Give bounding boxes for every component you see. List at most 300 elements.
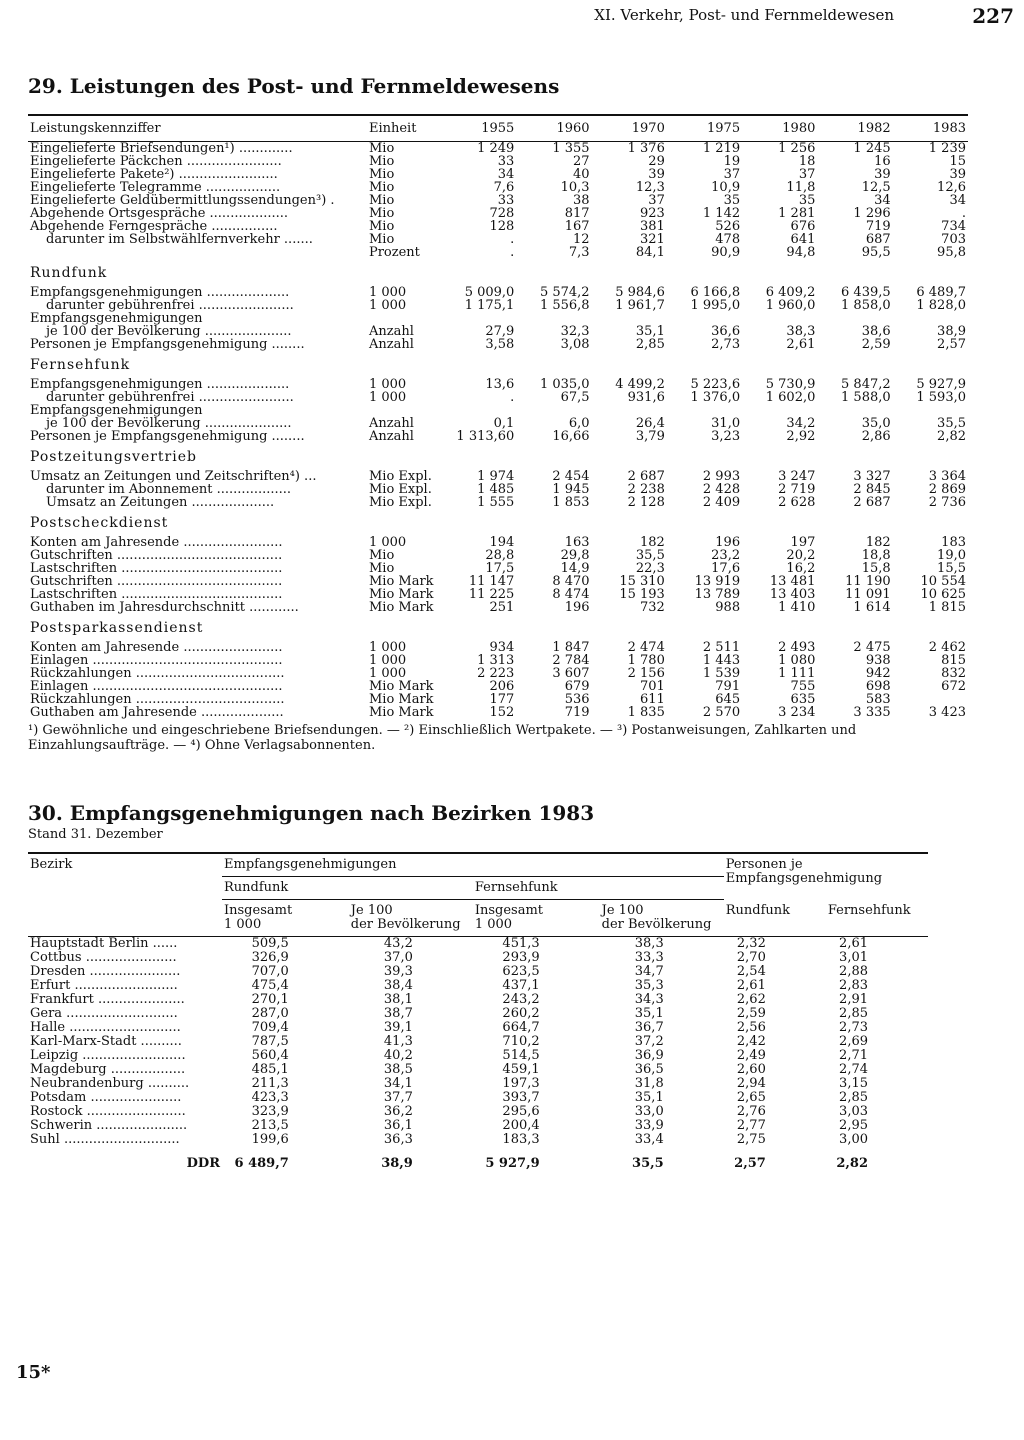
table-row: [28, 299, 968, 312]
table-row: [28, 496, 968, 509]
cell-value: 213,5: [251, 1118, 289, 1133]
row-label: darunter im Selbstwählfernverkehr .......: [46, 233, 313, 246]
row-unit: 1 000: [368, 640, 407, 655]
cell-value: 2,56: [736, 1020, 766, 1035]
cell-value: 393,7: [502, 1090, 540, 1105]
t29-col-header: 1960: [556, 121, 590, 136]
row-unit: Mio Mark: [368, 705, 434, 720]
section-heading: Postsparkassendienst: [30, 620, 204, 636]
cell-value: 437,1: [502, 978, 540, 993]
cell-value: 2 845: [853, 482, 891, 497]
cell-value: 40,2: [383, 1048, 413, 1063]
cell-value: 182: [640, 535, 665, 550]
cell-value: 15,8: [861, 561, 891, 576]
t29-col-header: 1980: [782, 121, 816, 136]
cell-value: 701: [640, 679, 665, 694]
cell-value: 5 009,0: [464, 285, 515, 300]
cell-value: 196: [715, 535, 741, 550]
cell-value: 36,6: [711, 324, 741, 339]
section-heading-row: [28, 614, 968, 641]
row-unit: Mio: [368, 219, 395, 234]
cell-value: 2,54: [736, 964, 766, 979]
row-label: Hauptstadt Berlin ......: [30, 936, 178, 951]
cell-value: 1 815: [928, 600, 966, 615]
t29-col-header: Einheit: [368, 121, 417, 136]
cell-value: 817: [564, 206, 590, 221]
t29-col-header: 1983: [932, 121, 966, 136]
cell-value: 3 327: [853, 469, 891, 484]
cell-value: 3,00: [839, 1132, 868, 1147]
cell-value: 1 376,0: [690, 390, 741, 405]
row-label: je 100 der Bevölkerung .....................: [46, 325, 292, 338]
table29: [28, 114, 968, 719]
row-label: Empfangsgenehmigungen: [30, 312, 203, 325]
cell-value: 2,57: [937, 337, 966, 352]
cell-value: 1 111: [778, 666, 816, 681]
cell-value: 33: [497, 193, 515, 208]
row-unit: Mio Mark: [368, 574, 434, 589]
cell-value: 2,73: [711, 337, 741, 352]
table29-title: 29. Leistungen des Post- und Fernmeldewesens: [28, 74, 560, 98]
cell-value: 94,8: [786, 245, 816, 260]
cell-value: 270,1: [251, 992, 289, 1007]
cell-value: 934: [489, 640, 515, 655]
row-label: Halle ...........................: [30, 1020, 181, 1035]
cell-value: .: [510, 232, 515, 247]
total-row: [28, 1147, 928, 1171]
cell-value: 1 995,0: [690, 298, 741, 313]
cell-value: 36,1: [383, 1118, 413, 1133]
cell-value: 2 628: [778, 495, 816, 510]
cell-value: 177: [489, 692, 515, 707]
cell-value: 36,9: [634, 1048, 664, 1063]
row-label: Erfurt .........................: [30, 978, 178, 993]
cell-value: 39: [648, 167, 665, 182]
cell-value: 6 166,8: [690, 285, 741, 300]
cell-value: 5 574,2: [539, 285, 590, 300]
cell-value: 2,95: [839, 1118, 868, 1133]
cell-value: 2 719: [778, 482, 816, 497]
cell-value: 1 828,0: [916, 298, 966, 313]
cell-value: 672: [941, 679, 966, 694]
cell-value: 1 780: [627, 653, 665, 668]
cell-value: 67,5: [560, 390, 590, 405]
cell-value: 485,1: [251, 1062, 289, 1077]
cell-value: 26,4: [635, 416, 665, 431]
cell-value: 197,3: [502, 1076, 540, 1091]
cell-value: 33,3: [634, 950, 664, 965]
cell-value: 1 376: [627, 141, 665, 156]
cell-value: 5 984,6: [615, 285, 665, 300]
section-heading: Postzeitungsvertrieb: [30, 449, 197, 465]
row-unit: Mio Mark: [368, 692, 434, 707]
cell-value: 8 474: [552, 587, 590, 602]
table-row: [28, 1063, 928, 1077]
cell-value: 509,5: [251, 936, 289, 951]
cell-value: 29,8: [560, 548, 590, 563]
cell-value: 6 489,7: [234, 1156, 289, 1171]
cell-value: 5 927,9: [485, 1156, 540, 1171]
cell-value: 29: [648, 154, 665, 169]
cell-value: 423,3: [251, 1090, 289, 1105]
cell-value: 931,6: [627, 390, 665, 405]
cell-value: 326,9: [251, 950, 289, 965]
cell-value: 2,85: [635, 337, 665, 352]
cell-value: 755: [790, 679, 816, 694]
cell-value: 2,59: [861, 337, 891, 352]
cell-value: 1 410: [778, 600, 816, 615]
cell-value: 3 234: [778, 705, 816, 720]
cell-value: 38,1: [383, 992, 413, 1007]
cell-value: 1 847: [552, 640, 590, 655]
t29-col-header: 1975: [707, 121, 741, 136]
row-label: Eingelieferte Geldübermittlungssendungen³) .: [30, 194, 335, 207]
cell-value: 38: [573, 193, 590, 208]
table30-body: [28, 937, 928, 1172]
cell-value: 1 219: [702, 141, 741, 156]
cell-value: 18,8: [861, 548, 891, 563]
cell-value: 22,3: [635, 561, 665, 576]
cell-value: 16,66: [552, 429, 590, 444]
row-label: Personen je Empfangsgenehmigung ........: [30, 430, 305, 443]
cell-value: 2 570: [702, 705, 741, 720]
cell-value: 611: [640, 692, 665, 707]
cell-value: 1 853: [552, 495, 590, 510]
row-label: Guthaben am Jahresende ....................: [30, 706, 284, 719]
t30-fs-je100: Je 100 der Bevölkerung: [601, 903, 712, 932]
cell-value: 3 335: [853, 705, 891, 720]
cell-value: 12,6: [937, 180, 966, 195]
cell-value: 251: [489, 600, 515, 615]
cell-value: 34,7: [634, 964, 664, 979]
t30-rundfunk-header: Rundfunk: [222, 877, 473, 900]
cell-value: 38,9: [937, 324, 966, 339]
cell-value: 2,69: [839, 1034, 868, 1049]
section-heading: Rundfunk: [30, 265, 108, 281]
cell-value: 36,5: [634, 1062, 664, 1077]
cell-value: 719: [865, 219, 891, 234]
cell-value: 33: [497, 154, 515, 169]
running-header: [514, 6, 1014, 30]
cell-value: .: [510, 390, 515, 405]
cell-value: 710,2: [502, 1034, 540, 1049]
cell-value: 38,5: [383, 1062, 413, 1077]
table-row: [28, 993, 928, 1007]
cell-value: 1 555: [477, 495, 515, 510]
cell-value: 13 789: [694, 587, 741, 602]
cell-value: 698: [865, 679, 891, 694]
row-unit: 1 000: [368, 285, 407, 300]
cell-value: 34,3: [634, 992, 664, 1007]
cell-value: 2,49: [736, 1048, 766, 1063]
cell-value: 0,1: [493, 416, 515, 431]
row-label: Dresden ......................: [30, 964, 181, 979]
cell-value: 3 607: [552, 666, 590, 681]
cell-value: 211,3: [251, 1076, 289, 1091]
cell-value: 475,4: [251, 978, 289, 993]
cell-value: 791: [715, 679, 741, 694]
table-row: [28, 430, 968, 443]
row-label: Rostock ........................: [30, 1104, 186, 1119]
cell-value: 16: [874, 154, 891, 169]
cell-value: 2 223: [477, 666, 515, 681]
cell-value: 4 499,2: [615, 377, 665, 392]
cell-value: 11 225: [468, 587, 515, 602]
row-unit: Prozent: [368, 245, 420, 260]
cell-value: 1 239: [928, 141, 966, 156]
cell-value: 3,58: [485, 337, 515, 352]
cell-value: 32,3: [560, 324, 590, 339]
row-unit: 1 000: [368, 377, 407, 392]
row-label: darunter gebührenfrei .......................: [46, 391, 294, 404]
row-unit: Mio Mark: [368, 679, 434, 694]
cell-value: 35: [798, 193, 816, 208]
row-label: Konten am Jahresende ........................: [30, 536, 283, 549]
cell-value: 536: [564, 692, 590, 707]
row-label: Leipzig .........................: [30, 1048, 186, 1063]
cell-value: 35,5: [632, 1156, 664, 1171]
cell-value: 13 481: [769, 574, 816, 589]
cell-value: 10,3: [560, 180, 590, 195]
row-label: Neubrandenburg ..........: [30, 1076, 190, 1091]
cell-value: 2,76: [736, 1104, 766, 1119]
cell-value: 2 511: [702, 640, 741, 655]
table30-title: 30. Empfangsgenehmigungen nach Bezirken 1983: [28, 801, 595, 825]
section-heading-row: [28, 351, 968, 378]
cell-value: 7,3: [568, 245, 590, 260]
cell-value: 2 784: [552, 653, 590, 668]
cell-value: 206: [489, 679, 515, 694]
cell-value: 676: [790, 219, 816, 234]
table-row: [28, 1077, 928, 1091]
cell-value: 2 687: [853, 495, 891, 510]
row-label: darunter gebührenfrei .......................: [46, 299, 294, 312]
table30-header-row-1: [28, 853, 928, 877]
cell-value: 2,61: [839, 936, 868, 951]
cell-value: 27: [573, 154, 590, 169]
cell-value: 2,85: [839, 1090, 868, 1105]
cell-value: 15 193: [619, 587, 665, 602]
section-heading-row: [28, 443, 968, 470]
cell-value: 3,23: [711, 429, 741, 444]
t30-bezirk-header: Bezirk: [30, 857, 73, 872]
cell-value: 15: [949, 154, 966, 169]
cell-value: 39,1: [383, 1020, 413, 1035]
row-label: Gutschriften ........................................: [30, 549, 283, 562]
cell-value: 2,77: [736, 1118, 766, 1133]
row-label: [28, 246, 367, 259]
cell-value: 2,82: [937, 429, 966, 444]
row-label: Karl-Marx-Stadt ..........: [30, 1034, 182, 1049]
cell-value: 2,60: [736, 1062, 766, 1077]
cell-value: 6 489,7: [916, 285, 966, 300]
cell-value: 2 474: [627, 640, 665, 655]
cell-value: 20,2: [786, 548, 816, 563]
cell-value: 1 142: [702, 206, 741, 221]
cell-value: 182: [865, 535, 891, 550]
row-label: Potsdam ......................: [30, 1090, 182, 1105]
cell-value: 2 238: [627, 482, 665, 497]
table30-subtitle: Stand 31. Dezember: [28, 827, 163, 842]
table-row: [28, 142, 968, 156]
cell-value: 152: [489, 705, 515, 720]
cell-value: 5 927,9: [916, 377, 966, 392]
t30-fernsehfunk-header: Fernsehfunk: [473, 877, 724, 900]
cell-value: 942: [865, 666, 891, 681]
row-label: Konten am Jahresende ........................: [30, 641, 283, 654]
cell-value: 2 736: [928, 495, 966, 510]
cell-value: 1 960,0: [765, 298, 816, 313]
table-row: [28, 1119, 928, 1133]
cell-value: 381: [640, 219, 665, 234]
cell-value: 2 454: [552, 469, 590, 484]
cell-value: 1 249: [477, 141, 515, 156]
page-content: [28, 30, 968, 1171]
row-label: Suhl ............................: [30, 1132, 180, 1147]
t30-p-fernsehfunk: Fernsehfunk: [827, 902, 911, 918]
cell-value: 2,88: [839, 964, 868, 979]
row-unit: Mio Expl.: [368, 495, 432, 510]
cell-value: 36,2: [383, 1104, 413, 1119]
cell-value: 243,2: [502, 992, 540, 1007]
t30-rf-insgesamt: Insgesamt 1 000: [224, 903, 293, 932]
cell-value: 33,9: [634, 1118, 664, 1133]
row-unit: Anzahl: [368, 324, 414, 339]
cell-value: 1 296: [853, 206, 891, 221]
cell-value: 37: [723, 167, 741, 182]
cell-value: 1 614: [853, 600, 891, 615]
t29-col-header: 1970: [631, 121, 665, 136]
cell-value: 13,6: [485, 377, 515, 392]
cell-value: 37: [798, 167, 816, 182]
page-number: 227: [972, 4, 1014, 28]
cell-value: 623,5: [502, 964, 540, 979]
cell-value: 1 245: [853, 141, 891, 156]
cell-value: 10,9: [711, 180, 741, 195]
cell-value: 2,65: [736, 1090, 766, 1105]
cell-value: 2,74: [839, 1062, 868, 1077]
cell-value: 703: [941, 232, 966, 247]
row-unit: Mio: [368, 561, 395, 576]
row-label: Eingelieferte Briefsendungen¹) .............: [30, 141, 293, 155]
cell-value: 1 313: [477, 653, 515, 668]
cell-value: 719: [564, 705, 590, 720]
cell-value: 6 439,5: [841, 285, 891, 300]
cell-value: 19: [723, 154, 741, 169]
cell-value: 19,0: [937, 548, 966, 563]
row-label: Magdeburg ..................: [30, 1062, 186, 1077]
cell-value: 33,4: [634, 1132, 664, 1147]
cell-value: 287,0: [251, 1006, 289, 1021]
row-label: Umsatz an Zeitungen ....................: [46, 496, 275, 509]
row-unit: Mio: [368, 167, 395, 182]
cell-value: 560,4: [251, 1048, 289, 1063]
section-heading-row: [28, 509, 968, 536]
cell-value: 35,1: [634, 1090, 664, 1105]
table-row: [28, 601, 968, 614]
cell-value: 679: [564, 679, 590, 694]
cell-value: 2,92: [786, 429, 816, 444]
row-label: Empfangsgenehmigungen ....................: [30, 286, 290, 299]
cell-value: 1 961,7: [615, 298, 665, 313]
cell-value: 13 919: [694, 574, 741, 589]
t30-group1-header: Empfangsgenehmigungen: [222, 853, 724, 877]
t30-p-rundfunk: Rundfunk: [725, 902, 791, 918]
row-label: je 100 der Bevölkerung .....................: [46, 417, 292, 430]
table-row: [28, 233, 968, 246]
cell-value: 43,2: [383, 936, 413, 951]
cell-value: 39: [874, 167, 891, 182]
cell-value: 7,6: [493, 180, 515, 195]
cell-value: 17,5: [485, 561, 515, 576]
cell-value: 2 687: [627, 469, 665, 484]
cell-value: 2 869: [928, 482, 966, 497]
cell-value: 35,5: [635, 548, 665, 563]
cell-value: 787,5: [251, 1034, 289, 1049]
cell-value: 1 602,0: [765, 390, 816, 405]
cell-value: 635: [790, 692, 816, 707]
cell-value: 35,3: [634, 978, 664, 993]
cell-value: 1 080: [778, 653, 816, 668]
cell-value: 183: [941, 535, 966, 550]
row-unit: Mio: [368, 154, 395, 169]
table-row: [28, 338, 968, 351]
cell-value: 1 593,0: [916, 390, 966, 405]
cell-value: 34: [497, 167, 515, 182]
cell-value: 34,1: [383, 1076, 413, 1091]
cell-value: 6 409,2: [765, 285, 816, 300]
row-unit: Mio: [368, 232, 395, 247]
row-unit: Mio Expl.: [368, 469, 432, 484]
cell-value: 2 493: [778, 640, 816, 655]
table-row: [28, 1035, 928, 1049]
table-row: [28, 1105, 928, 1119]
cell-value: 728: [489, 206, 515, 221]
cell-value: 10 554: [920, 574, 966, 589]
table29-footnote: ¹) Gewöhnliche und eingeschriebene Briefsendungen. — ²) Einschließlich Wertpakete. — ³) Postanweisungen, Zahlkarten und Einzahlungsaufträge. — ⁴) Ohne Verlagsabonnenten.: [28, 723, 857, 753]
row-unit: Mio Mark: [368, 587, 434, 602]
cell-value: 2,91: [839, 992, 868, 1007]
row-label: Eingelieferte Telegramme ..................: [30, 181, 281, 194]
table-row: [28, 1091, 928, 1105]
t30-fs-insgesamt: Insgesamt 1 000: [474, 903, 544, 932]
table-row: [28, 965, 928, 979]
t29-col-header: 1982: [857, 121, 891, 136]
cell-value: 34: [949, 193, 966, 208]
cell-value: 1 858,0: [841, 298, 891, 313]
row-unit: 1 000: [368, 298, 407, 313]
cell-value: 95,8: [937, 245, 966, 260]
row-label: Einlagen ..............................................: [30, 680, 283, 693]
table30: [28, 852, 928, 1171]
cell-value: 3,08: [560, 337, 590, 352]
cell-value: 583: [865, 692, 891, 707]
cell-value: 27,9: [485, 324, 515, 339]
cell-value: 17,6: [711, 561, 741, 576]
row-label: DDR: [186, 1156, 220, 1171]
cell-value: 3,79: [635, 429, 665, 444]
section-heading: Fernsehfunk: [30, 357, 131, 373]
cell-value: 3 364: [928, 469, 966, 484]
cell-value: 2 156: [627, 666, 665, 681]
row-label: Frankfurt .....................: [30, 992, 185, 1007]
table-row: [28, 937, 928, 952]
row-label: Lastschriften .......................................: [30, 588, 283, 601]
cell-value: 2,71: [839, 1048, 868, 1063]
cell-value: 451,3: [502, 936, 540, 951]
cell-value: 2,83: [839, 978, 868, 993]
cell-value: 196: [564, 600, 590, 615]
